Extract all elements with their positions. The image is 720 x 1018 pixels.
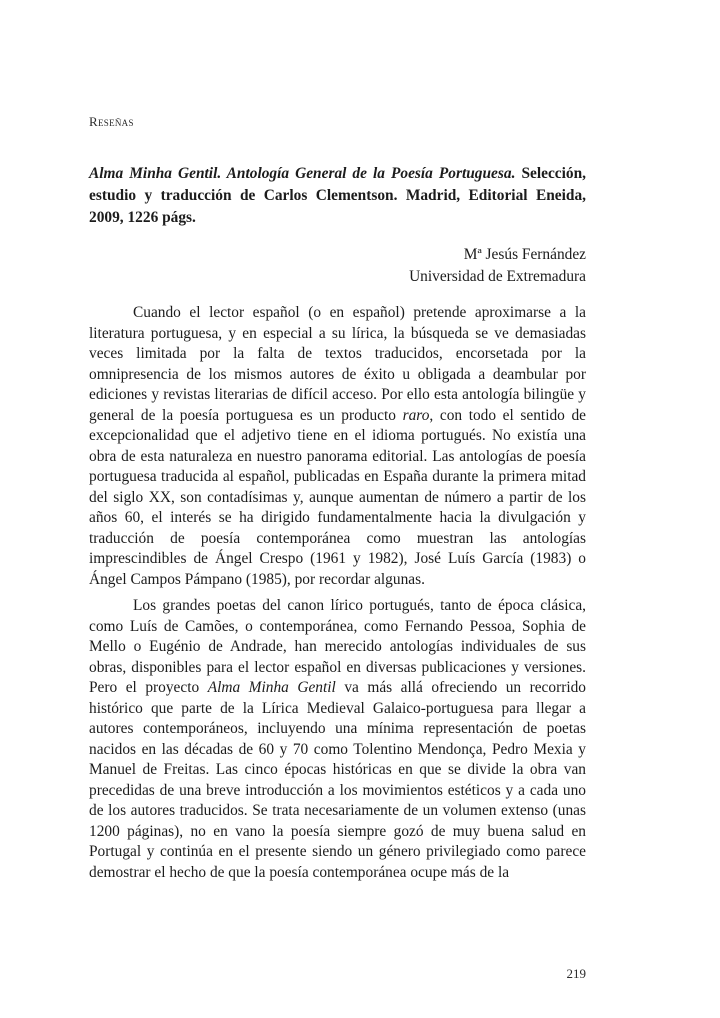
author-name: Mª Jesús Fernández: [463, 246, 586, 263]
paragraph-1-text-a: Cuando el lector español (o en español) pretende aproximarse a la literatura portuguesa, y en especial a su lírica, la búsqueda se ve demasiadas veces limitada por la falta de textos traducidos, encorsetada por la omnipresencia de los mismos autores de éxito u obligada a deambular por ediciones y revistas literarias de difícil acceso. Por ello esta antología bilingüe y general de la poesía portuguesa es un producto: [89, 304, 586, 424]
body-text: [89, 303, 586, 889]
paragraph-2-text-a: Los grandes poetas del canon lírico portugués, tanto de época clásica, como Luís de Camões, o contemporánea, como Fernando Pessoa, Sophia de Mello o Eugénio de Andrade, han merecido antologías individuales de sus obras, disponibles para el lector español en diversas publicaciones y versiones. Pero el proyecto: [89, 597, 586, 696]
paragraph-2-text-b: va más allá ofreciendo un recorrido histórico que parte de la Lírica Medieval Galaico-portuguesa para llegar a autores contemporáneos, incluyendo una mínima representación de poetas nacidos en las décadas de 60 y 70 como Tolentino Mendonça, Pedro Mexia y Manuel de Freitas. Las cinco épocas históricas en que se divide la obra van precedidas de una breve introducción a los movimientos estéticos y a cada uno de los autores traducidos. Se trata necesariamente de un volumen extenso (unas 1200 páginas), no en vano la poesía siempre gozó de muy buena salud en Portugal y continúa en el presente siendo un género privilegiado como parece demostrar el hecho de que la poesía contemporánea ocupe más de la: [89, 679, 586, 881]
book-title: Alma Minha Gentil. Antología General de la Poesía Portuguesa.: [89, 165, 516, 182]
paragraph-1: [89, 303, 586, 590]
author-affiliation: Universidad de Extremadura: [409, 268, 586, 285]
paragraph-2-emphasis: Alma Minha Gentil: [207, 679, 336, 696]
page-number: 219: [566, 966, 586, 981]
paragraph-1-text-b: , con todo el sentido de excepcionalidad que el adjetivo tiene en el idioma portugués. No existía una obra de esta naturaleza en nuestro panorama editorial. Las antologías de poesía portuguesa traducida al español, publicadas en España durante la primera mitad del siglo XX, son contadísimas y, aunque aumentan de número a partir de los años 60, el interés se ha dirigido fundamentalmente hacia la divulgación y traducción de poesía contemporánea como muestran las antologías imprescindibles de Ángel Crespo (1961 y 1982), José Luís García (1983) o Ángel Campos Pámpano (1985), por recordar algunas.: [89, 406, 586, 588]
review-title: [89, 163, 586, 229]
paragraph-2: [89, 596, 586, 883]
document-page: [89, 0, 586, 1018]
paragraph-1-emphasis: raro: [402, 406, 430, 424]
section-header: [89, 114, 134, 130]
section-label: Reseñas: [89, 114, 134, 129]
book-details: Selección, estudio y traducción de Carlos Clementson. Madrid, Editorial Eneida, 2009, 1226 págs.: [89, 165, 586, 226]
author-block: [409, 244, 586, 288]
